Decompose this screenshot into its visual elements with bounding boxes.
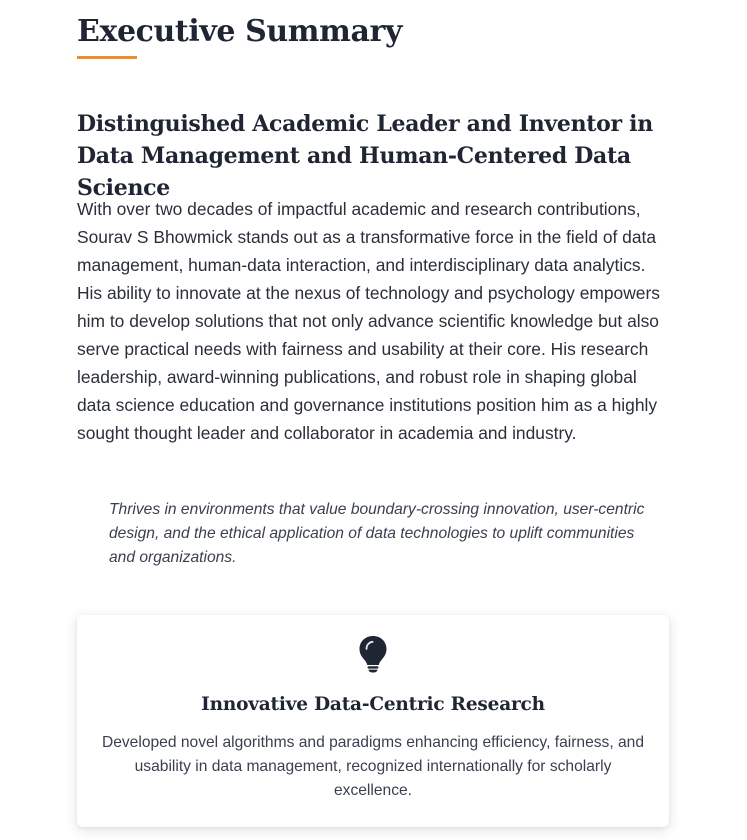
card-title: Innovative Data-Centric Research xyxy=(201,694,545,715)
card-description: Developed novel algorithms and paradigms enhancing efficiency, fairness, and usability in data management, recognized internationally for scholarly excellence. xyxy=(101,734,645,799)
summary-headline: Distinguished Academic Leader and Inventor in Data Management and Human-Centered Data Science xyxy=(77,111,653,201)
summary-quote: Thrives in environments that value boundary-crossing innovation, user-centric design, and the ethical application of data technologies to uplift communities and organizations. xyxy=(109,501,645,566)
summary-paragraph: With over two decades of impactful academic and research contributions, Sourav S Bhowmick stands out as a transformative force in the field of data management, human-data interaction, and interdisciplinary data analytics. His ability to innovate at the nexus of technology and psychology empowers him to develop solutions that not only advance scientific knowledge but also serve practical needs with fairness and usability at their core. His research leadership, award-winning publications, and robust role in shaping global data science education and governance institutions position him as a highly sought thought leader and collaborator in academia and industry. xyxy=(77,199,660,443)
section-title: Executive Summary xyxy=(77,14,402,49)
highlight-card xyxy=(77,615,669,827)
title-underline xyxy=(77,56,137,59)
lightbulb-icon xyxy=(358,635,388,673)
